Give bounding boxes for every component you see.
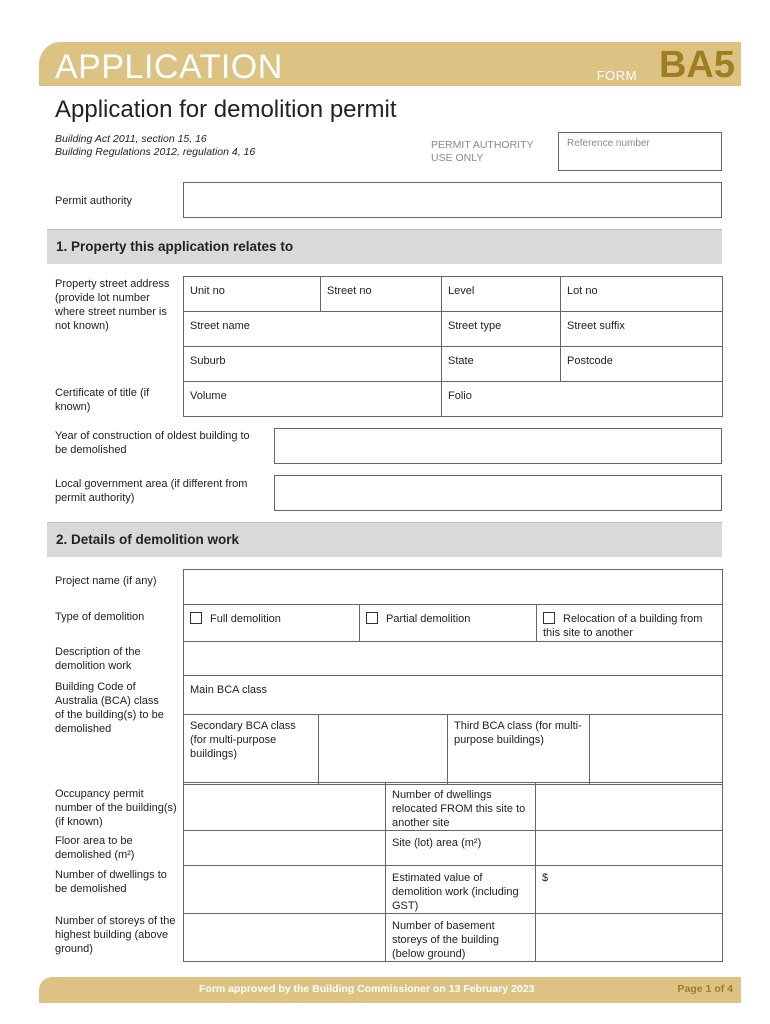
reference-number-label: Reference number: [567, 138, 650, 149]
footer-bar: [39, 977, 741, 1003]
partial-demolition-checkbox[interactable]: [366, 612, 378, 624]
page-number: Page 1 of 4: [677, 983, 733, 995]
banner-title: APPLICATION: [55, 48, 283, 86]
street-suffix-field[interactable]: Street suffix: [561, 312, 723, 347]
postcode-field[interactable]: Postcode: [561, 347, 723, 382]
estimated-value-input[interactable]: [536, 866, 723, 914]
dwellings-demolished-label: Number of dwellings to be demolished: [55, 869, 167, 895]
form-label: FORM: [596, 68, 637, 83]
permit-authority-label: Permit authority: [55, 195, 133, 207]
page-title: Application for demolition permit: [55, 96, 397, 123]
third-bca-class-input[interactable]: [590, 715, 723, 785]
section-2-heading: 2. Details of demolition work: [56, 532, 240, 547]
suburb-field[interactable]: Suburb: [184, 347, 442, 382]
level-field[interactable]: Level: [442, 277, 561, 312]
demolition-details-table: [183, 569, 723, 785]
certificate-of-title-label: Certificate of title (if known): [55, 387, 150, 413]
storeys-input[interactable]: [184, 914, 386, 962]
permit-authority-input[interactable]: [183, 182, 722, 218]
building-metrics-table: [183, 782, 723, 962]
legislation-line-2: Building Regulations 2012, regulation 4, 16: [55, 146, 256, 158]
basement-storeys-label: Number of basement storeys of the building (below ground): [386, 914, 536, 962]
permit-authority-use-label: PERMIT AUTHORITY USE ONLY: [431, 139, 534, 164]
project-name-input[interactable]: [184, 570, 723, 605]
site-area-input[interactable]: [536, 831, 723, 866]
main-bca-class-field[interactable]: Main BCA class: [184, 676, 723, 715]
section-1-heading: 1. Property this application relates to: [56, 239, 294, 254]
currency-symbol: $: [542, 872, 549, 884]
project-name-label: Project name (if any): [55, 575, 157, 587]
street-no-field[interactable]: Street no: [321, 277, 442, 312]
occupancy-permit-label: Occupancy permit number of the building(s) (if known): [55, 788, 177, 828]
basement-storeys-input[interactable]: [536, 914, 723, 962]
section-1-header: [47, 229, 722, 264]
occupancy-permit-input[interactable]: [184, 783, 386, 831]
type-of-demolition-label: Type of demolition: [55, 611, 145, 623]
folio-field[interactable]: Folio: [442, 382, 723, 417]
property-address-table: [183, 276, 723, 417]
secondary-bca-class-label: Secondary BCA class (for multi-purpose buildings): [184, 715, 319, 785]
dwellings-relocated-label: Number of dwellings relocated FROM this site to another site: [386, 783, 536, 831]
reference-number-field[interactable]: [558, 132, 722, 171]
header-banner: [39, 42, 741, 86]
bca-class-label: Building Code of Australia (BCA) class of the building(s) to be demolished: [55, 681, 164, 735]
full-demolition-option[interactable]: Full demolition: [184, 605, 360, 642]
partial-demolition-option[interactable]: Partial demolition: [360, 605, 537, 642]
approval-note: Form approved by the Building Commissioner on 13 February 2023: [199, 983, 535, 995]
description-input[interactable]: [184, 642, 723, 676]
floor-area-label: Floor area to be demolished (m²): [55, 835, 135, 861]
full-demolition-checkbox[interactable]: [190, 612, 202, 624]
section-2-header: [47, 522, 722, 557]
form-code: BA5: [658, 44, 735, 86]
property-address-label: Property street address (provide lot number where street number is not known): [55, 278, 170, 332]
dwellings-relocated-input[interactable]: [536, 783, 723, 831]
state-field[interactable]: State: [442, 347, 561, 382]
secondary-bca-class-input[interactable]: [319, 715, 448, 785]
year-of-construction-input[interactable]: [274, 428, 722, 464]
lot-no-field[interactable]: Lot no: [561, 277, 723, 312]
unit-no-field[interactable]: Unit no: [184, 277, 321, 312]
street-name-field[interactable]: Street name: [184, 312, 442, 347]
local-government-area-label: Local government area (if different from permit authority): [55, 478, 248, 504]
legislation-line-1: Building Act 2011, section 15, 16: [55, 133, 207, 145]
third-bca-class-label: Third BCA class (for multi-purpose buildings): [448, 715, 590, 785]
local-government-area-input[interactable]: [274, 475, 722, 511]
relocation-option[interactable]: Relocation of a building from this site to another: [537, 605, 723, 642]
description-label: Description of the demolition work: [55, 646, 141, 672]
dwellings-demolished-input[interactable]: [184, 866, 386, 914]
estimated-value-label: Estimated value of demolition work (including GST): [386, 866, 536, 914]
site-area-label: Site (lot) area (m²): [386, 831, 536, 866]
storeys-label: Number of storeys of the highest building (above ground): [55, 915, 176, 955]
year-of-construction-label: Year of construction of oldest building to be demolished: [55, 430, 250, 456]
relocation-checkbox[interactable]: [543, 612, 555, 624]
street-type-field[interactable]: Street type: [442, 312, 561, 347]
volume-field[interactable]: Volume: [184, 382, 442, 417]
floor-area-input[interactable]: [184, 831, 386, 866]
